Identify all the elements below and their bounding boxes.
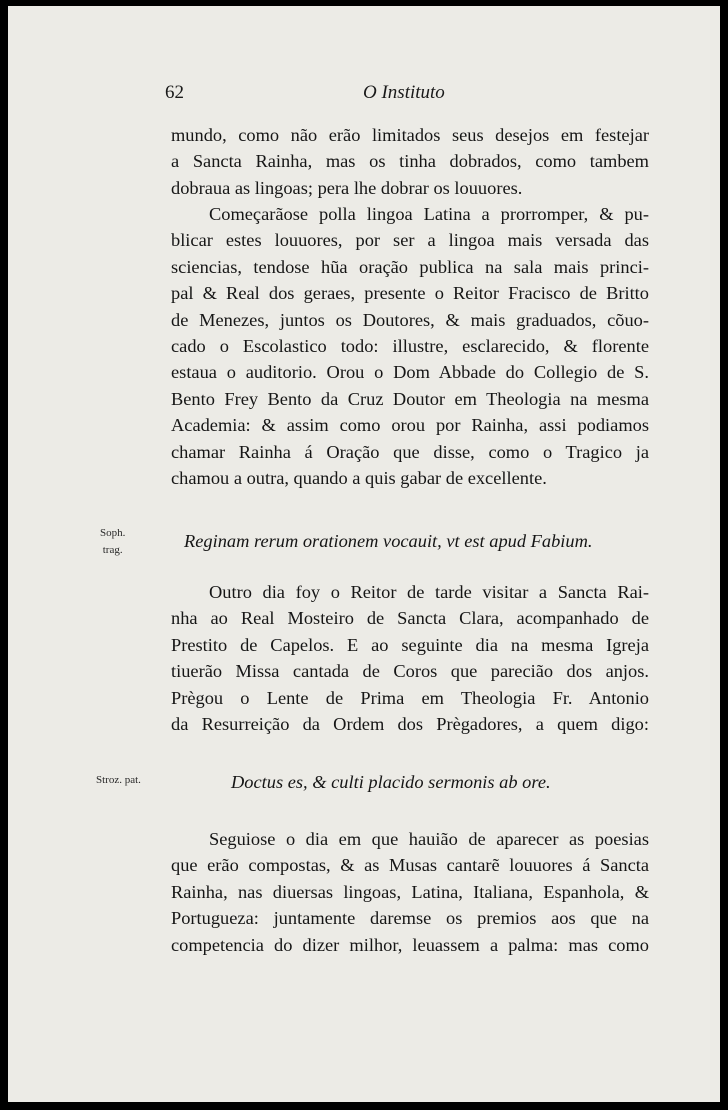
margin-note-soph xyxy=(100,525,125,559)
text-line: Academia: & assim como orou por Rainha, assi podiamos xyxy=(171,415,649,436)
text-line: de Menezes, juntos os Doutores, & mais graduados, cõuo- xyxy=(171,309,649,330)
text-line: mundo, como não erão limitados seus desejos em festejar xyxy=(171,125,649,145)
text-line: Outro dia foy o Reitor de tarde visitar a Sancta Rai- xyxy=(209,582,649,602)
text-line: competencia do dizer milhor, leuassem a palma: mas como xyxy=(171,934,649,955)
latin-quote-1: Reginam rerum orationem vocauit, vt est apud Fabium. xyxy=(184,531,593,551)
text-line: blicar estes louuores, por ser a lingoa mais versada das xyxy=(171,230,649,251)
text-line: sciencias, tendose hũa oração publica na sala mais princi- xyxy=(171,256,649,277)
text-line: Portugueza: juntamente daremse os premios aos que na xyxy=(171,908,649,929)
text-line: nha ao Real Mosteiro de Sancta Clara, acompanhado de xyxy=(171,608,649,629)
paragraph-3 xyxy=(171,579,649,737)
margin-note-line: Soph. xyxy=(100,527,126,539)
text-line: Rainha, nas diuersas lingoas, Latina, Italiana, Espanhola, & xyxy=(171,881,649,902)
paragraph-2 xyxy=(171,201,649,491)
text-line: da Resurreição da Ordem dos Prègadores, a quem digo: xyxy=(171,714,649,735)
text-line: Seguiose o dia em que hauião de aparecer as poesias xyxy=(209,829,649,849)
paragraph-4 xyxy=(171,826,649,958)
text-line: Prestito de Capelos. E ao seguinte dia na mesma Igreja xyxy=(171,634,649,655)
text-line: que erão compostas, & as Musas cantarẽ louuores á Sancta xyxy=(171,855,649,876)
latin-quote-2: Doctus es, & culti placido sermonis ab ore. xyxy=(231,772,551,792)
text-line: Bento Frey Bento da Cruz Doutor em Theologia na mesma xyxy=(171,388,649,409)
text-line: chamar Rainha á Oração que disse, como o Tragico ja xyxy=(171,441,649,462)
margin-note-stroz: Stroz. pat. xyxy=(96,774,141,786)
text-line: dobraua as lingoas; pera lhe dobrar os louuores. xyxy=(171,177,523,198)
text-line: a Sancta Rainha, mas os tinha dobrados, como tambem xyxy=(171,151,649,172)
book-page xyxy=(8,6,720,1102)
text-line: tiuerão Missa cantada de Coros que parecião dos anjos. xyxy=(171,661,649,682)
text-line: Começarãose polla lingoa Latina a prorromper, & pu- xyxy=(209,204,649,224)
text-line: cado o Escolastico todo: illustre, esclarecido, & florente xyxy=(171,336,649,357)
text-line: estaua o auditorio. Orou o Dom Abbade do Collegio de S. xyxy=(171,362,649,383)
text-line: Prègou o Lente de Prima em Theologia Fr. Antonio xyxy=(171,687,649,708)
page-number: 62 xyxy=(165,82,184,103)
text-line: pal & Real dos geraes, presente o Reitor Fracisco de Britto xyxy=(171,283,649,304)
running-title: O Instituto xyxy=(363,82,445,103)
paragraph-1 xyxy=(171,122,649,201)
margin-note-line: trag. xyxy=(102,544,123,556)
text-line: chamou a outra, quando a quis gabar de excellente. xyxy=(171,468,547,489)
